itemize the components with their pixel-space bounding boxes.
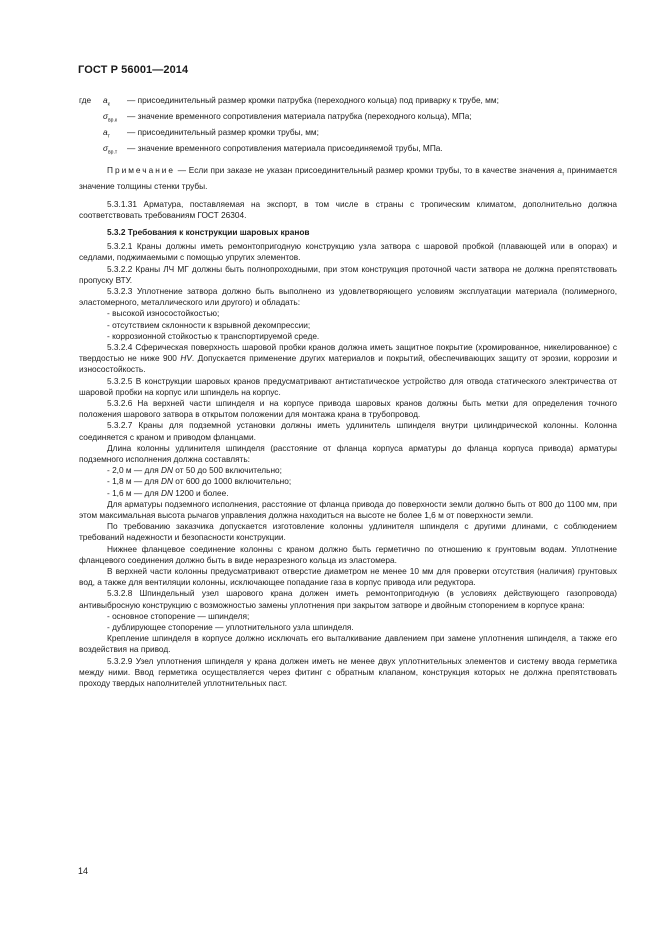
paragraph-underground: Для арматуры подземного исполнения, расстояние от фланца привода до поверхности земли должно быть от 800 до 1100 мм, при этом максимальная высота рычагов управления должна находиться на высоте не более 1,6 м от поверхности земли. — [79, 498, 617, 520]
paragraph-5-3-2-2: 5.3.2.2 Краны ЛЧ МГ должны быть полнопроходными, при этом конструкция проточной части затвора не должна препятствовать пропуску ВТУ. — [79, 263, 617, 285]
note-paragraph: Примечание — Если при заказе не указан присоединительный размер кромки трубы, то в качестве значения $a_т$ принимается значение толщины стенки трубы. — [79, 165, 617, 192]
paragraph-5-3-2-4: 5.3.2.4 Сферическая поверхность шаровой пробки кранов должна иметь защитное покрытие (хромированное, никелированное) с твердостью не ниже 900 HV. Допускается применение других материалов и покрытий, обеспечивающих защиту от эрозии, коррозии и износостойкость. — [79, 341, 617, 375]
where-block — [79, 95, 617, 158]
list-item: - отсутствием склонности к взрывной декомпрессии; — [107, 319, 311, 330]
paragraph-column-length: Длина колонны удлинителя шпинделя (расстояние от фланца корпуса арматуры до фланца корпуса привода) арматуры подземного исполнения должна составлять: — [79, 442, 617, 464]
where-symbol: $\sigma_{вр.к}$ — [103, 110, 118, 124]
paragraph-5-3-2-3: 5.3.2.3 Уплотнение затвора должно быть выполнено из удовлетворяющего условиям эксплуатации материала (полимерного, эластомерного, металлического или другого) и обладать: — [79, 285, 617, 308]
list-item: - основное стопорение — шпинделя; — [107, 610, 250, 621]
where-definition: — значение временного сопротивления материала присоединяемой трубы, МПа. — [127, 142, 443, 153]
section-heading-5-3-2: 5.3.2 Требования к конструкции шаровых кранов — [107, 226, 310, 237]
paragraph-5-3-1-31: 5.3.1.31 Арматура, поставляемая на экспорт, в том числе в страны с тропическим климатом, дополнительно должна соответствовать требованиям ГОСТ 26304. — [79, 198, 617, 220]
where-definition: — присоединительный размер кромки трубы, мм; — [127, 126, 319, 137]
paragraph-hole: В верхней части колонны предусматривают отверстие диаметром не менее 10 мм для проверки отсутствия (наличия) грунтовых вод, а также для вентиляции колонны, исключающее попадание газа в корпус привода или редуктора. — [79, 566, 617, 588]
list-item: - 1,6 м — для DN 1200 и более. — [107, 487, 229, 498]
document-body — [79, 95, 617, 689]
paragraph-spindle-fix: Крепление шпинделя в корпусе должно исключать его выталкивание давлением при замене уплотнения шпинделя, а также его воздействия на привод. — [79, 633, 617, 655]
where-row — [79, 111, 617, 127]
note-label: Примечание — [107, 165, 176, 176]
list-item: - 1,8 м — для DN от 600 до 1000 включительно; — [107, 476, 292, 487]
paragraph-5-3-2-7: 5.3.2.7 Краны для подземной установки должны иметь удлинитель шпинделя внутри цилиндрической колонны. Колонна соединяется с краном и приводом фланцами. — [79, 420, 617, 442]
document-header: ГОСТ Р 56001—2014 — [78, 64, 189, 76]
paragraph-5-3-2-1: 5.3.2.1 Краны должны иметь ремонтопригодную конструкцию узла затвора с шаровой пробкой (плавающей или в опорах) и седлами, поджимаемыми с помощью упругих элементов. — [79, 241, 617, 263]
paragraph-flange: Нижнее фланцевое соединение колонны с краном должно быть герметично по отношению к грунтовым водам. Уплотнение фланцевого соединения должно быть в виде неразрезного кольца из эластомера. — [79, 543, 617, 565]
paragraph-5-3-2-8: 5.3.2.8 Шпиндельный узел шарового крана должен иметь ремонтопригодную (в условиях действующего газопровода) антивыбросную конструкцию с возможностью замены уплотнения при закрытом затворе и двойным стопорением в корпусе крана: — [79, 588, 617, 610]
where-definition: — значение временного сопротивления материала патрубка (переходного кольца), МПа; — [127, 110, 472, 121]
where-row — [79, 95, 617, 111]
where-symbol: $\sigma_{вр.т}$ — [103, 142, 118, 156]
where-lead: где — [79, 95, 92, 105]
paragraph-customer: По требованию заказчика допускается изготовление колонны удлинителя шпинделя с другими длинами, с соблюдением требований надежности и безопасности конструкции. — [79, 521, 617, 543]
list-item: - высокой износостойкостью; — [107, 308, 220, 319]
list-item: - дублирующее стопорение — уплотнительного узла шпинделя. — [107, 622, 354, 633]
where-definition: — присоединительный размер кромки патрубка (переходного кольца) под приварку к трубе, мм; — [127, 95, 499, 105]
where-row — [79, 127, 617, 143]
list-item: - коррозионной стойкостью к транспортируемой среде. — [107, 330, 320, 341]
paragraph-5-3-2-9: 5.3.2.9 Узел уплотнения шпинделя у крана должен иметь не менее двух уплотнительных элементов и систему ввода герметика между ними. Ввод герметика осуществляется через фитинг с обратным клапаном, конструкция которых не должна препятствовать проходу твердых наполнителей уплотнительных паст. — [79, 655, 617, 689]
where-row — [79, 143, 617, 159]
where-symbol: $a_т$ — [103, 126, 110, 140]
paragraph-5-3-2-6: 5.3.2.6 На верхней части шпинделя и на корпусе привода шаровых кранов должны быть метки для определения точного положения шарового затвора в открытом положении для монтажа крана в трубопровод. — [79, 397, 617, 420]
paragraph-5-3-2-5: 5.3.2.5 В конструкции шаровых кранов предусматривают антистатическое устройство для отвода статического электричества от шаровой пробки на корпус или шпиндель на корпус. — [79, 375, 617, 397]
where-symbol: $a_к$ — [103, 95, 110, 108]
page-number: 14 — [78, 866, 89, 876]
list-item: - 2,0 м — для DN от 50 до 500 включительно; — [107, 465, 282, 476]
